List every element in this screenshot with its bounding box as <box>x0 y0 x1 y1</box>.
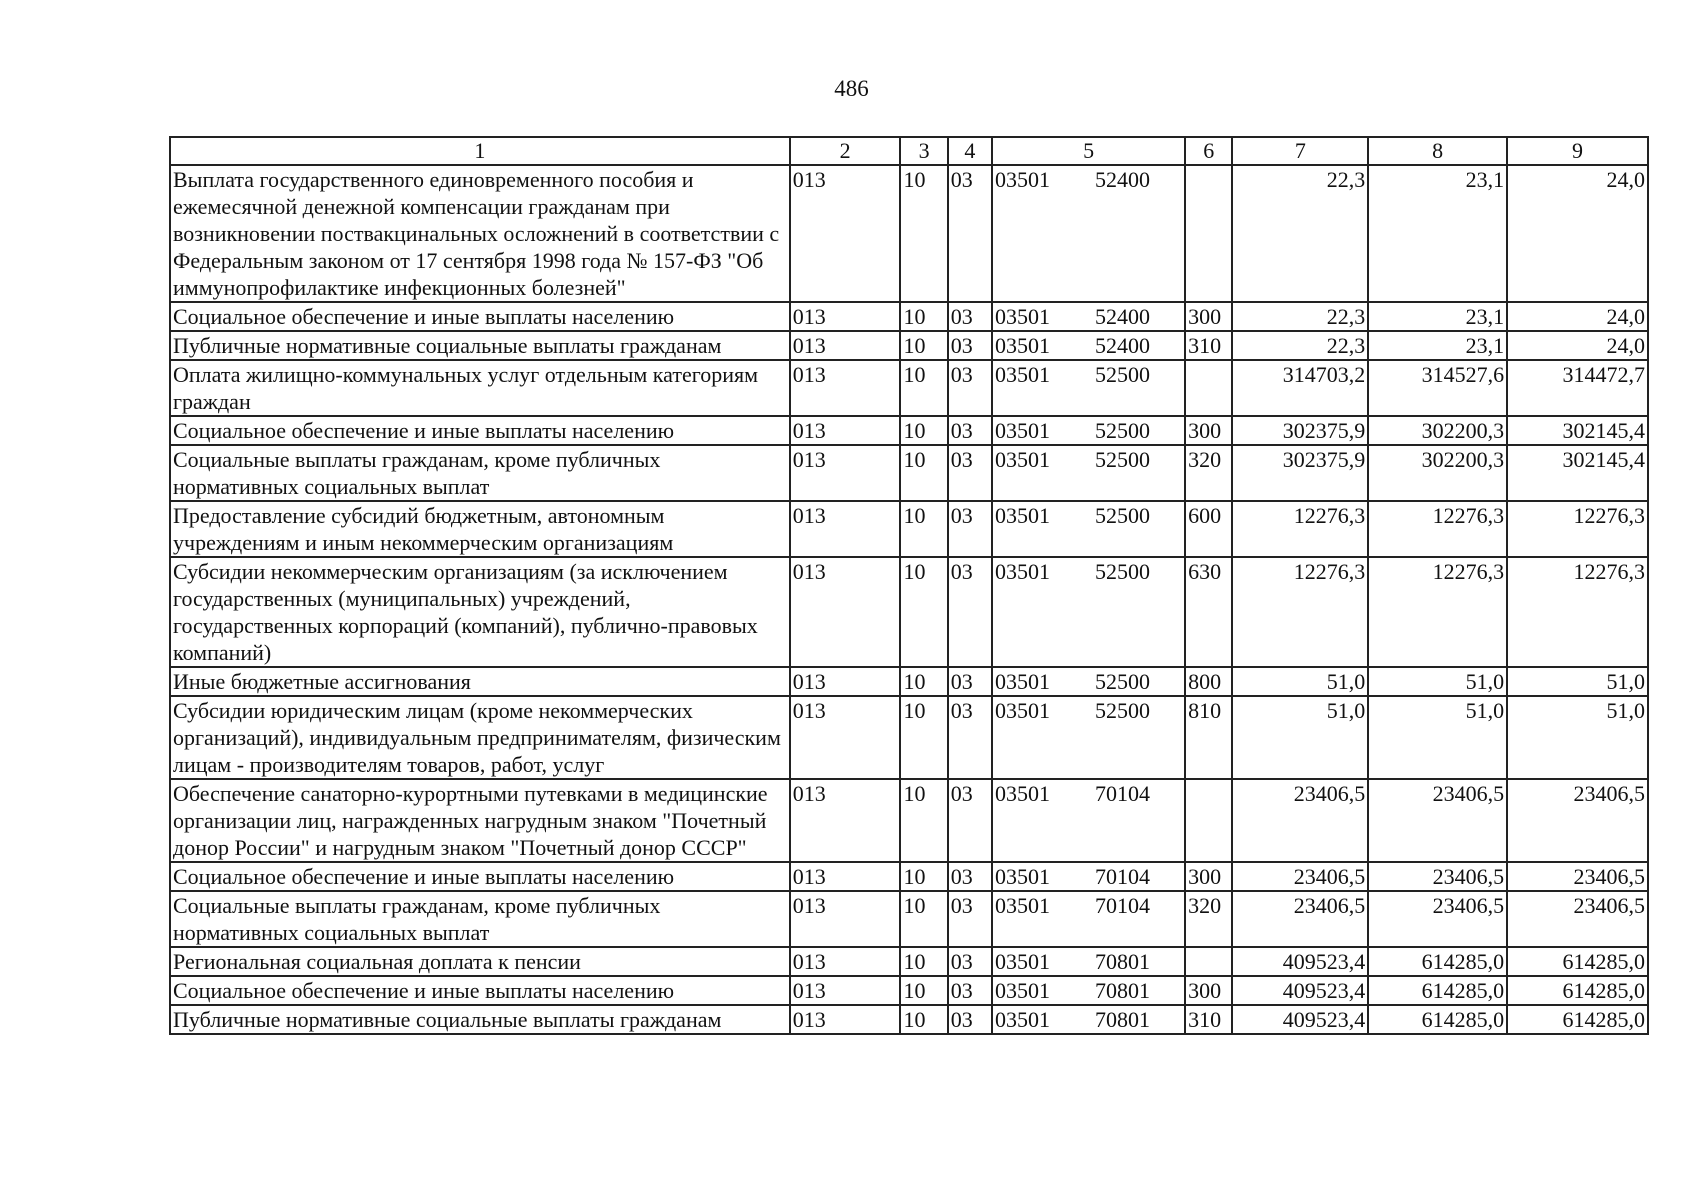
amount-col7-cell: 314703,2 <box>1232 360 1368 416</box>
target-article-direction: 70801 <box>1094 1007 1150 1032</box>
amount-col8-cell: 23406,5 <box>1368 891 1507 947</box>
table-row <box>170 445 1648 501</box>
amount-col9-cell: 23406,5 <box>1507 862 1648 891</box>
target-article-cell <box>992 501 1185 557</box>
table-row <box>170 779 1648 862</box>
row-name-cell: Социальное обеспечение и иные выплаты населению <box>170 862 790 891</box>
table-row <box>170 360 1648 416</box>
amount-col8-cell: 614285,0 <box>1368 976 1507 1005</box>
ministry-code-cell: 013 <box>790 445 901 501</box>
target-article-program: 03501 <box>994 362 1050 387</box>
section-code-cell: 10 <box>900 779 947 862</box>
row-name-cell: Публичные нормативные социальные выплаты гражданам <box>170 331 790 360</box>
amount-col8-cell: 23406,5 <box>1368 862 1507 891</box>
amount-col9-cell: 24,0 <box>1507 302 1648 331</box>
expense-type-cell: 600 <box>1185 501 1232 557</box>
amount-col8-cell: 302200,3 <box>1368 445 1507 501</box>
subsection-code-cell: 03 <box>948 331 992 360</box>
target-article-program: 03501 <box>994 333 1050 358</box>
section-code-cell: 10 <box>900 696 947 779</box>
amount-col9-cell: 614285,0 <box>1507 947 1648 976</box>
target-article-program: 03501 <box>994 447 1050 472</box>
expense-type-cell <box>1185 165 1232 302</box>
expense-type-cell: 320 <box>1185 891 1232 947</box>
header-cell: 7 <box>1232 137 1368 165</box>
target-article-cell <box>992 696 1185 779</box>
table-row <box>170 862 1648 891</box>
section-code-cell: 10 <box>900 667 947 696</box>
section-code-cell: 10 <box>900 557 947 667</box>
amount-col8-cell: 12276,3 <box>1368 501 1507 557</box>
amount-col7-cell: 23406,5 <box>1232 862 1368 891</box>
target-article-direction: 70104 <box>1094 864 1150 889</box>
target-article-program: 03501 <box>994 893 1050 918</box>
amount-col7-cell: 409523,4 <box>1232 947 1368 976</box>
subsection-code-cell: 03 <box>948 976 992 1005</box>
row-name-cell: Социальное обеспечение и иные выплаты населению <box>170 976 790 1005</box>
amount-col8-cell: 23,1 <box>1368 331 1507 360</box>
expense-type-cell: 310 <box>1185 331 1232 360</box>
header-cell: 8 <box>1368 137 1507 165</box>
section-code-cell: 10 <box>900 976 947 1005</box>
target-article-cell <box>992 557 1185 667</box>
target-article-cell <box>992 862 1185 891</box>
table-row <box>170 501 1648 557</box>
target-article-program: 03501 <box>994 949 1050 974</box>
table-row <box>170 1005 1648 1034</box>
amount-col9-cell: 23406,5 <box>1507 891 1648 947</box>
target-article-cell <box>992 891 1185 947</box>
amount-col8-cell: 51,0 <box>1368 696 1507 779</box>
ministry-code-cell: 013 <box>790 976 901 1005</box>
page-number: 486 <box>834 76 869 101</box>
target-article-direction: 52500 <box>1094 362 1150 387</box>
target-article-cell <box>992 947 1185 976</box>
ministry-code-cell: 013 <box>790 667 901 696</box>
amount-col7-cell: 12276,3 <box>1232 557 1368 667</box>
ministry-code-cell: 013 <box>790 947 901 976</box>
subsection-code-cell: 03 <box>948 501 992 557</box>
row-name-cell: Социальное обеспечение и иные выплаты населению <box>170 302 790 331</box>
ministry-code-cell: 013 <box>790 416 901 445</box>
target-article-cell <box>992 445 1185 501</box>
target-article-direction: 70801 <box>1094 978 1150 1003</box>
row-name-cell: Предоставление субсидий бюджетным, автономным учреждениям и иным некоммерческим организациям <box>170 501 790 557</box>
expense-type-cell: 310 <box>1185 1005 1232 1034</box>
target-article-program: 03501 <box>994 418 1050 443</box>
ministry-code-cell: 013 <box>790 1005 901 1034</box>
amount-col7-cell: 22,3 <box>1232 165 1368 302</box>
target-article-cell <box>992 331 1185 360</box>
target-article-direction: 52500 <box>1094 503 1150 528</box>
target-article-program: 03501 <box>994 698 1050 723</box>
target-article-direction: 52400 <box>1094 304 1150 329</box>
amount-col8-cell: 614285,0 <box>1368 947 1507 976</box>
amount-col8-cell: 12276,3 <box>1368 557 1507 667</box>
amount-col7-cell: 302375,9 <box>1232 416 1368 445</box>
amount-col8-cell: 314527,6 <box>1368 360 1507 416</box>
row-name-cell: Оплата жилищно-коммунальных услуг отдельным категориям граждан <box>170 360 790 416</box>
expense-type-cell: 630 <box>1185 557 1232 667</box>
ministry-code-cell: 013 <box>790 360 901 416</box>
subsection-code-cell: 03 <box>948 667 992 696</box>
amount-col7-cell: 22,3 <box>1232 302 1368 331</box>
amount-col9-cell: 314472,7 <box>1507 360 1648 416</box>
amount-col7-cell: 23406,5 <box>1232 779 1368 862</box>
target-article-direction: 52500 <box>1094 447 1150 472</box>
subsection-code-cell: 03 <box>948 947 992 976</box>
amount-col8-cell: 23406,5 <box>1368 779 1507 862</box>
target-article-direction: 52500 <box>1094 698 1150 723</box>
amount-col9-cell: 12276,3 <box>1507 557 1648 667</box>
table-row <box>170 416 1648 445</box>
target-article-direction: 70801 <box>1094 949 1150 974</box>
row-name-cell: Региональная социальная доплата к пенсии <box>170 947 790 976</box>
table-row <box>170 947 1648 976</box>
target-article-program: 03501 <box>994 978 1050 1003</box>
amount-col9-cell: 51,0 <box>1507 696 1648 779</box>
amount-col8-cell: 302200,3 <box>1368 416 1507 445</box>
subsection-code-cell: 03 <box>948 416 992 445</box>
header-cell: 4 <box>948 137 992 165</box>
target-article-cell <box>992 360 1185 416</box>
amount-col7-cell: 302375,9 <box>1232 445 1368 501</box>
amount-col9-cell: 302145,4 <box>1507 416 1648 445</box>
target-article-program: 03501 <box>994 503 1050 528</box>
amount-col8-cell: 614285,0 <box>1368 1005 1507 1034</box>
ministry-code-cell: 013 <box>790 165 901 302</box>
budget-table <box>169 136 1649 1035</box>
amount-col9-cell: 302145,4 <box>1507 445 1648 501</box>
header-cell: 6 <box>1185 137 1232 165</box>
expense-type-cell <box>1185 779 1232 862</box>
target-article-program: 03501 <box>994 304 1050 329</box>
target-article-program: 03501 <box>994 559 1050 584</box>
target-article-direction: 70104 <box>1094 893 1150 918</box>
ministry-code-cell: 013 <box>790 862 901 891</box>
table-row <box>170 557 1648 667</box>
table-row <box>170 165 1648 302</box>
header-cell: 3 <box>900 137 947 165</box>
target-article-direction: 52400 <box>1094 167 1150 192</box>
subsection-code-cell: 03 <box>948 302 992 331</box>
target-article-cell <box>992 165 1185 302</box>
table-row <box>170 976 1648 1005</box>
target-article-direction: 52500 <box>1094 418 1150 443</box>
subsection-code-cell: 03 <box>948 360 992 416</box>
table-row <box>170 331 1648 360</box>
target-article-program: 03501 <box>994 669 1050 694</box>
header-cell: 2 <box>790 137 901 165</box>
subsection-code-cell: 03 <box>948 862 992 891</box>
amount-col7-cell: 409523,4 <box>1232 976 1368 1005</box>
amount-col9-cell: 12276,3 <box>1507 501 1648 557</box>
header-cell: 5 <box>992 137 1185 165</box>
section-code-cell: 10 <box>900 416 947 445</box>
target-article-program: 03501 <box>994 864 1050 889</box>
header-row <box>170 137 1648 165</box>
amount-col9-cell: 614285,0 <box>1507 1005 1648 1034</box>
amount-col8-cell: 23,1 <box>1368 165 1507 302</box>
subsection-code-cell: 03 <box>948 1005 992 1034</box>
target-article-cell <box>992 667 1185 696</box>
subsection-code-cell: 03 <box>948 557 992 667</box>
subsection-code-cell: 03 <box>948 165 992 302</box>
expense-type-cell: 300 <box>1185 862 1232 891</box>
amount-col8-cell: 23,1 <box>1368 302 1507 331</box>
amount-col9-cell: 24,0 <box>1507 165 1648 302</box>
row-name-cell: Социальные выплаты гражданам, кроме публичных нормативных социальных выплат <box>170 445 790 501</box>
section-code-cell: 10 <box>900 891 947 947</box>
subsection-code-cell: 03 <box>948 891 992 947</box>
target-article-direction: 70104 <box>1094 781 1150 806</box>
table-body <box>170 165 1648 1034</box>
section-code-cell: 10 <box>900 360 947 416</box>
section-code-cell: 10 <box>900 331 947 360</box>
amount-col8-cell: 51,0 <box>1368 667 1507 696</box>
table-row <box>170 302 1648 331</box>
section-code-cell: 10 <box>900 1005 947 1034</box>
header-cell: 1 <box>170 137 790 165</box>
row-name-cell: Субсидии некоммерческим организациям (за исключением государственных (муниципальных) учреждений, государственных корпораций (компаний), публично-правовых компаний) <box>170 557 790 667</box>
amount-col9-cell: 23406,5 <box>1507 779 1648 862</box>
row-name-cell: Субсидии юридическим лицам (кроме некоммерческих организаций), индивидуальным предпринимателям, физическим лицам - производителям товаров, работ, услуг <box>170 696 790 779</box>
expense-type-cell: 320 <box>1185 445 1232 501</box>
row-name-cell: Обеспечение санаторно-курортными путевками в медицинские организации лиц, награжденных нагрудным знаком "Почетный донор России" и нагрудным знаком "Почетный донор СССР" <box>170 779 790 862</box>
section-code-cell: 10 <box>900 165 947 302</box>
target-article-direction: 52500 <box>1094 559 1150 584</box>
subsection-code-cell: 03 <box>948 779 992 862</box>
row-name-cell: Публичные нормативные социальные выплаты гражданам <box>170 1005 790 1034</box>
expense-type-cell: 300 <box>1185 976 1232 1005</box>
table-row <box>170 667 1648 696</box>
target-article-program: 03501 <box>994 1007 1050 1032</box>
target-article-cell <box>992 1005 1185 1034</box>
ministry-code-cell: 013 <box>790 696 901 779</box>
amount-col7-cell: 23406,5 <box>1232 891 1368 947</box>
target-article-program: 03501 <box>994 781 1050 806</box>
target-article-direction: 52400 <box>1094 333 1150 358</box>
subsection-code-cell: 03 <box>948 445 992 501</box>
section-code-cell: 10 <box>900 302 947 331</box>
ministry-code-cell: 013 <box>790 331 901 360</box>
table-row <box>170 696 1648 779</box>
expense-type-cell <box>1185 360 1232 416</box>
section-code-cell: 10 <box>900 501 947 557</box>
ministry-code-cell: 013 <box>790 302 901 331</box>
subsection-code-cell: 03 <box>948 696 992 779</box>
amount-col9-cell: 51,0 <box>1507 667 1648 696</box>
row-name-cell: Иные бюджетные ассигнования <box>170 667 790 696</box>
ministry-code-cell: 013 <box>790 779 901 862</box>
header-cell: 9 <box>1507 137 1648 165</box>
amount-col9-cell: 24,0 <box>1507 331 1648 360</box>
target-article-direction: 52500 <box>1094 669 1150 694</box>
ministry-code-cell: 013 <box>790 891 901 947</box>
target-article-cell <box>992 976 1185 1005</box>
target-article-cell <box>992 416 1185 445</box>
amount-col7-cell: 22,3 <box>1232 331 1368 360</box>
target-article-program: 03501 <box>994 167 1050 192</box>
table-row <box>170 891 1648 947</box>
expense-type-cell <box>1185 947 1232 976</box>
amount-col7-cell: 51,0 <box>1232 667 1368 696</box>
amount-col7-cell: 409523,4 <box>1232 1005 1368 1034</box>
expense-type-cell: 300 <box>1185 302 1232 331</box>
expense-type-cell: 810 <box>1185 696 1232 779</box>
row-name-cell: Выплата государственного единовременного пособия и ежемесячной денежной компенсации гражданам при возникновении поствакцинальных осложнений в соответствии с Федеральным законом от 17 сентября 1998 года № 157-ФЗ "Об иммунопрофилактике инфекционных болезней" <box>170 165 790 302</box>
row-name-cell: Социальное обеспечение и иные выплаты населению <box>170 416 790 445</box>
amount-col7-cell: 12276,3 <box>1232 501 1368 557</box>
target-article-cell <box>992 302 1185 331</box>
row-name-cell: Социальные выплаты гражданам, кроме публичных нормативных социальных выплат <box>170 891 790 947</box>
amount-col7-cell: 51,0 <box>1232 696 1368 779</box>
section-code-cell: 10 <box>900 947 947 976</box>
ministry-code-cell: 013 <box>790 557 901 667</box>
section-code-cell: 10 <box>900 862 947 891</box>
expense-type-cell: 800 <box>1185 667 1232 696</box>
target-article-cell <box>992 779 1185 862</box>
section-code-cell: 10 <box>900 445 947 501</box>
amount-col9-cell: 614285,0 <box>1507 976 1648 1005</box>
expense-type-cell: 300 <box>1185 416 1232 445</box>
ministry-code-cell: 013 <box>790 501 901 557</box>
